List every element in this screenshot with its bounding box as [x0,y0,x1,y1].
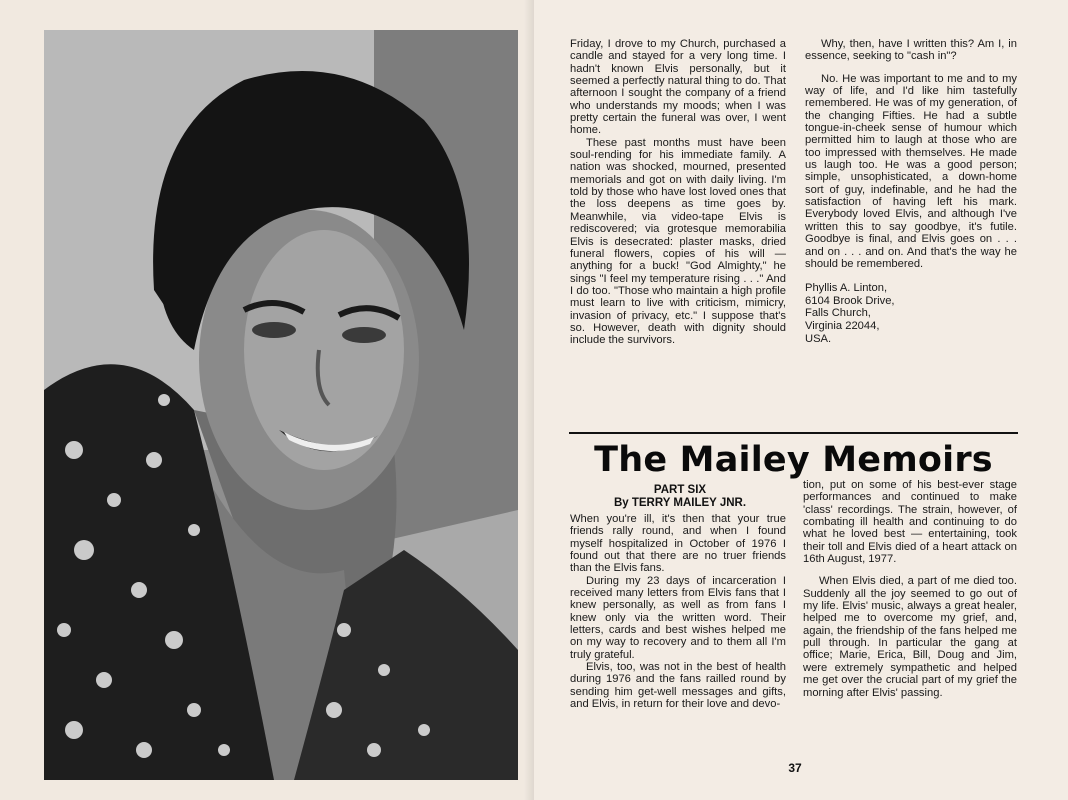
section-divider [569,432,1018,434]
letter-column-1 [570,38,786,347]
article-byline [570,484,790,510]
article-paragraph: When you're ill, it's then that your true friends rally round, and when I found myself hospitalized in October of 1976 I found out that there are no truer friends than the Elvis fans. [570,513,786,575]
article-part: PART SIX [653,484,707,496]
signature-line: 6104 Brook Drive, [805,294,895,307]
signature-line: Falls Church, [805,307,871,320]
article-paragraph: During my 23 days of incarceration I received many letters from Elvis fans that I knew personally, as well as from fans I knew only via the written word. Their letters, cards and best wishes helped me on my way to recovery and to them all I'm truly grateful. [570,574,786,661]
letter-paragraph: Why, then, have I written this? Am I, in essence, seeking to "cash in"? [805,38,1017,63]
letter-paragraph: Friday, I drove to my Church, purchased a candle and stayed for a very long time. I hadn't known Elvis personally, but it seemed a perfectly natural thing to do. That afternoon I sought the company of a friend who understands my moods; when I was pretty certain the funeral was over, I went home. [570,38,786,137]
letter-paragraph: These past months must have been soul-rending for his immediate family. A nation was shocked, mourned, presented memorials and got on with daily living. I'm told by those who have lost loved ones that the loss deepens as time goes by. Meanwhile, via video-tape Elvis is rediscovered; via grotesque memorabilia Elvis is desecrated: plaster masks, dried funeral flowers, copies of his will — anything for a buck! "God Almighty," he sings "I feel my temperature rising . . ." And I do too. "Those who maintain a high profile must learn to live with criticism, mimicry, invasion of privacy, etc." I suppose that's so. However, death with dignity should include the survivors. [570,136,786,347]
photo-illustration [44,30,518,780]
letter-paragraph: No. He was important to me and to my way of life, and I'd like him tastefully remembered. He was of my generation, of the changing Fifties. He had a subtle tongue-in-cheek sense of humour which permitted him to laugh at those who are too impressed with themselves. He made us laugh too. He was a good person; simple, unsophisticated, a down-home sort of guy, indefinable, and he had the satisfaction of having left his mark. Everybody loved Elvis, and although I've written this to say goodbye, it's futile. Goodbye is final, and Elvis goes on . . . and on . . . and on. And that's the way he should be remembered. [805,72,1017,270]
page-number: 37 [788,761,802,775]
article-paragraph: tion, put on some of his best-ever stage performances and continued to make 'class' recordings. The strain, however, of combating ill health and continuing to do what he loved best — entertaining, took their toll and Elvis died of a heart attack on 16th August, 1977. [803,479,1017,566]
article-column-1 [570,513,786,711]
article-column-2 [803,479,1017,699]
signature-line: USA. [805,332,832,345]
letter-column-2 [805,38,1017,345]
article-paragraph: Elvis, too, was not in the best of health during 1976 and the fans railled round by sending him get-well messages and gifts, and Elvis, in return for their love and devo- [570,661,786,711]
article-title: The Mailey Memoirs [594,440,993,480]
portrait-photo [44,30,518,780]
signature-line: Phyllis A. Linton, [805,282,888,295]
article-paragraph: When Elvis died, a part of me died too. Suddenly all the joy seemed to go out of my life. Elvis' music, always a great healer, helped me to overcome my grief, and, again, the friendship of the fans helped me pull through. In particular the gang at office; Marie, Erica, Bill, Doug and Jim, were extremely sympathetic and helped me get over the crucial part of my grief the morning after Elvis' passing. [803,575,1017,699]
article-author: By TERRY MAILEY JNR. [613,497,747,509]
letter-signature [805,282,1017,345]
signature-line: Virginia 22044, [805,319,880,332]
